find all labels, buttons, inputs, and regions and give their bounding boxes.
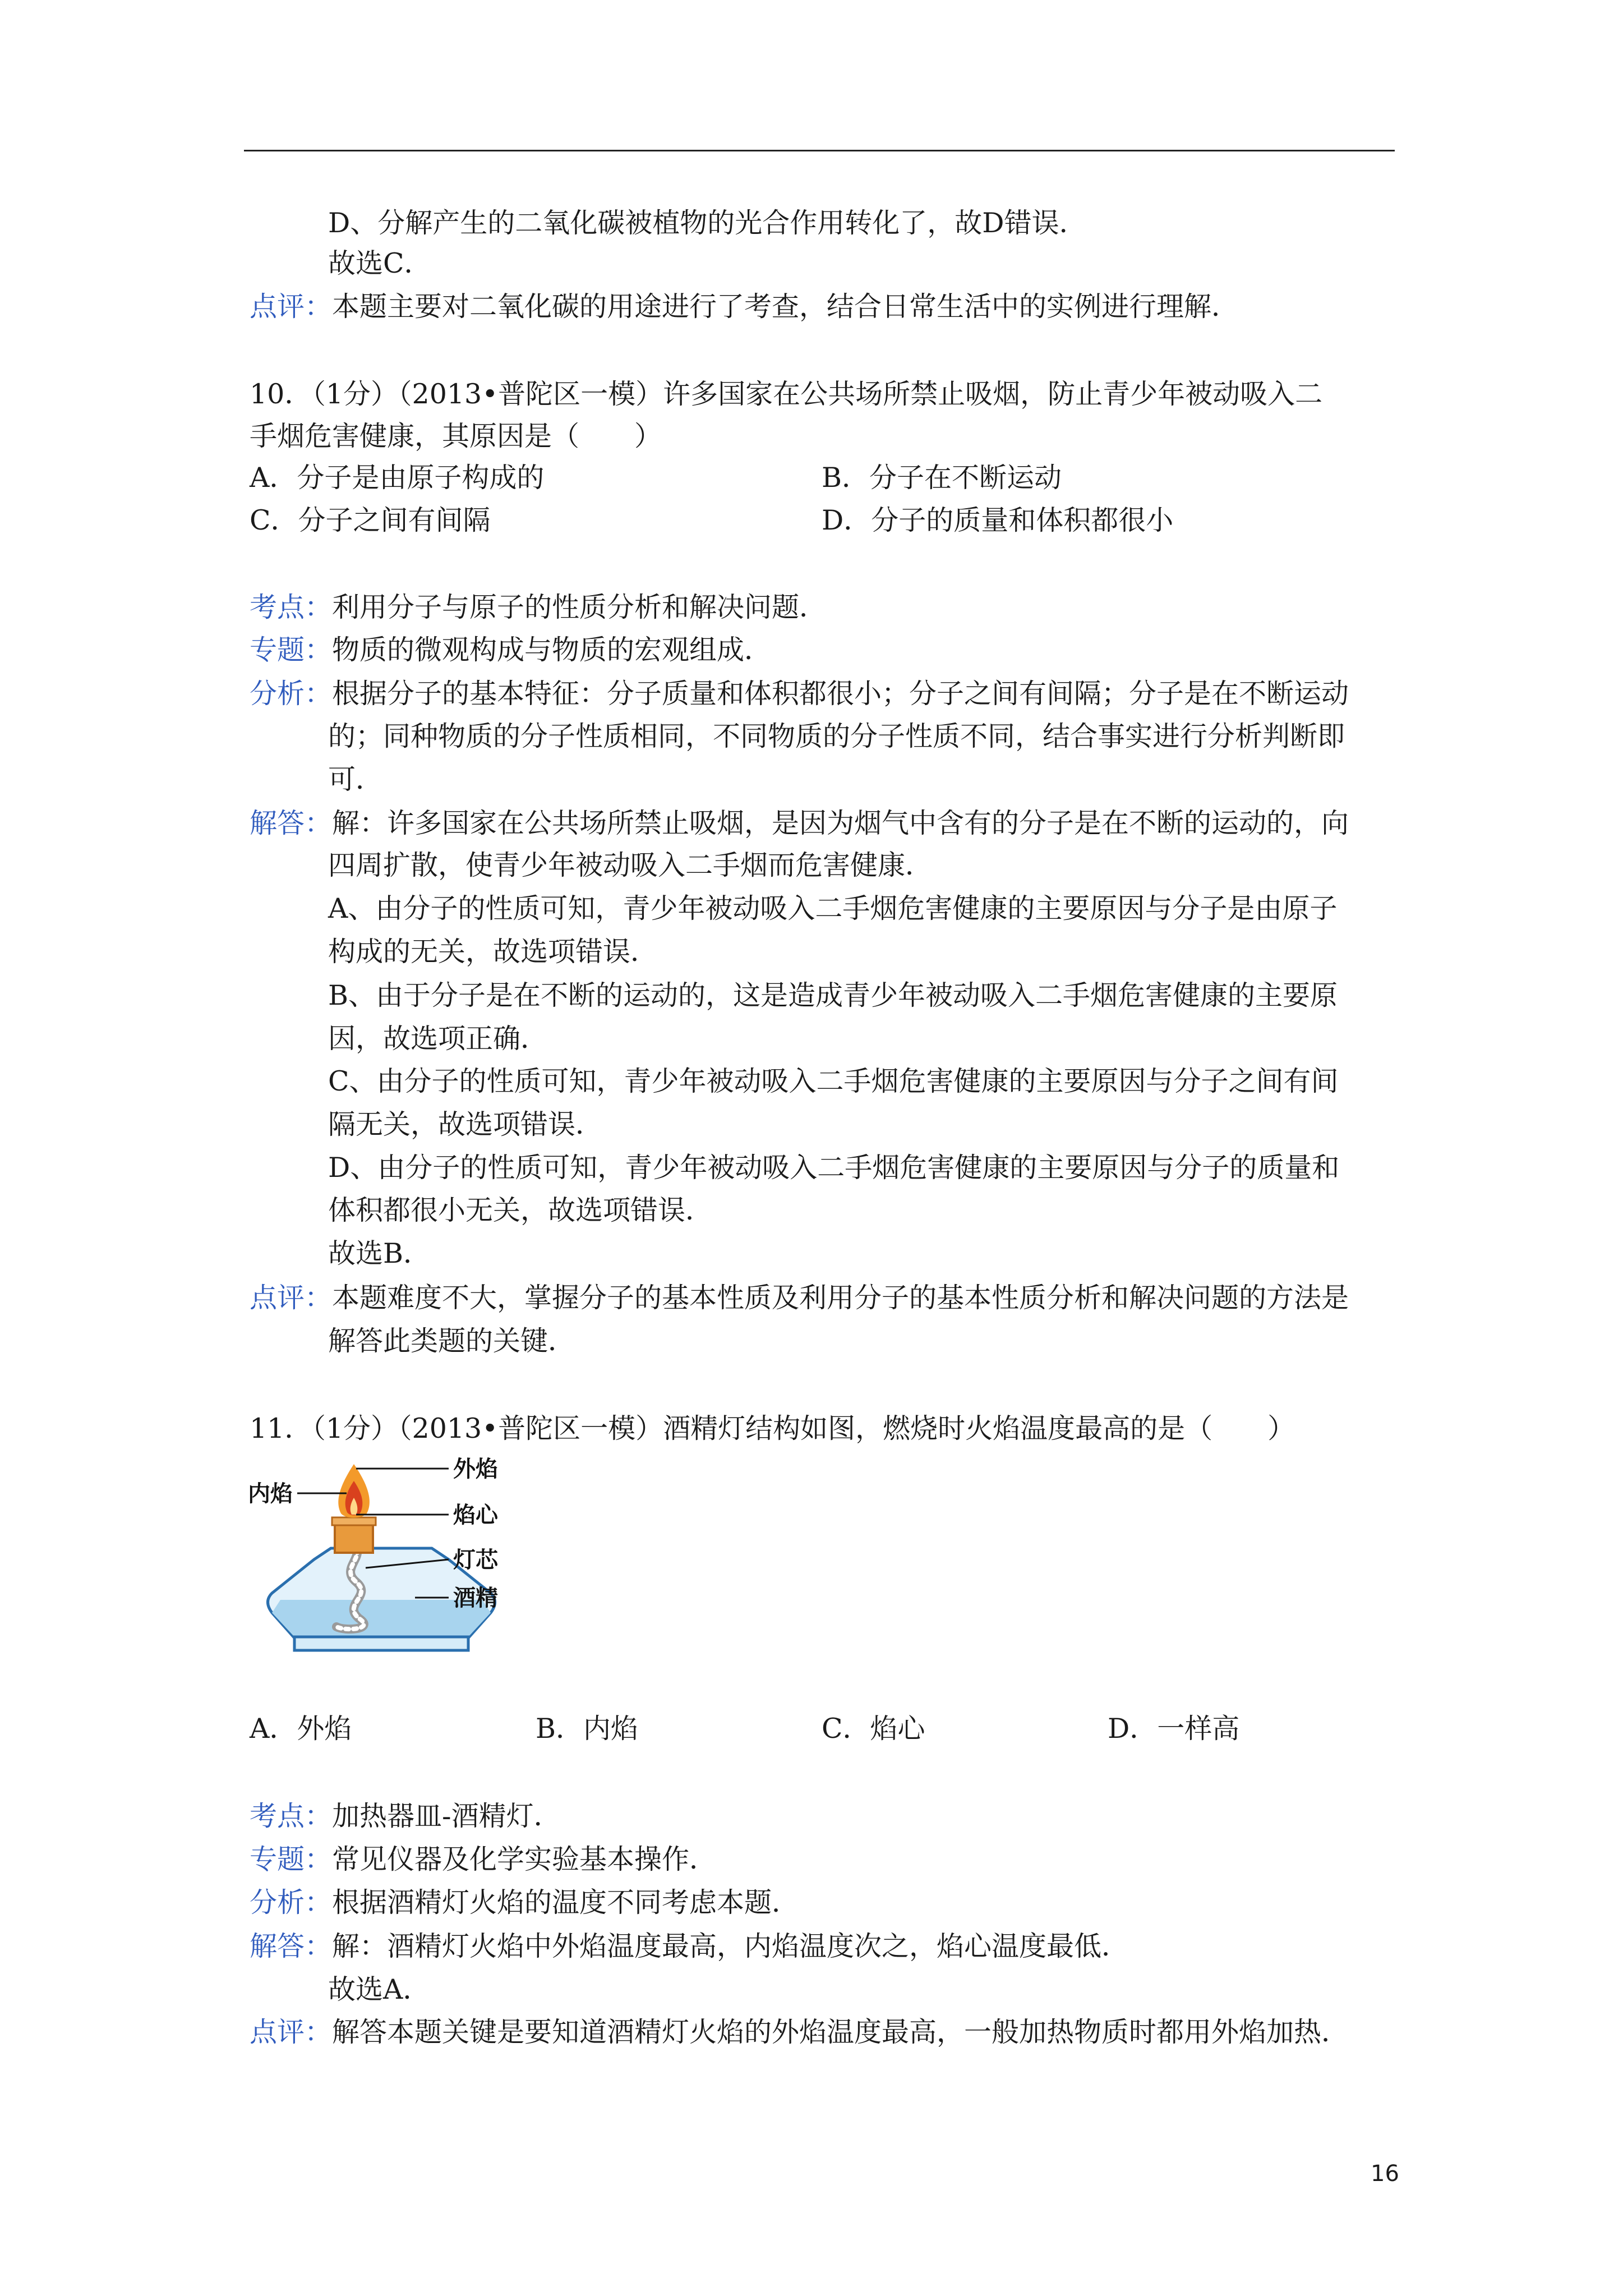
q10-jieda-line: 故选B． [328, 1237, 431, 1269]
q10-fenxi-line: 可． [328, 763, 384, 795]
q10-zhuanti-row [250, 636, 772, 664]
jieda-label: 解答： [250, 807, 333, 839]
kaodian-text: 利用分子与原子的性质分析和解决问题． [332, 591, 827, 623]
q10-jieda-line: C、由分子的性质可知，青少年被动吸入二手烟危害健康的主要原因与分子之间有间 [328, 1065, 1339, 1097]
zhuanti-label: 专题： [250, 1843, 333, 1875]
q10-jieda-line: 因，故选项正确． [328, 1023, 548, 1055]
fenxi-label: 分析： [250, 1887, 333, 1918]
q11-option-b: B．内焰 [536, 1713, 639, 1745]
fenxi-label: 分析： [250, 678, 333, 710]
label-outer-flame: 外焰 [453, 1456, 498, 1482]
zhuanti-text: 常见仪器及化学实验基本操作． [332, 1843, 717, 1875]
q10-jieda-line: 隔无关，故选项错误． [328, 1108, 603, 1140]
q10-stem-line2: 手烟危害健康，其原因是（ ） [250, 420, 662, 452]
jieda-label: 解答： [250, 1930, 333, 1962]
dianping-label: 点评： [250, 2016, 333, 2048]
prev-option-d-analysis: D、分解产生的二氧化碳被植物的光合作用转化了，故D错误． [328, 207, 1087, 239]
q10-fenxi-line: 的；同种物质的分子性质相同，不同物质的分子性质不同，结合事实进行分析判断即 [328, 720, 1345, 752]
label-inner-flame: 内焰 [248, 1481, 293, 1507]
q11-option-a: A．外焰 [250, 1713, 352, 1745]
q11-fenxi-row [250, 1889, 799, 1916]
q10-option-a: A．分子是由原子构成的 [250, 462, 545, 494]
jieda-line: 解：许多国家在公共场所禁止吸烟，是因为烟气中含有的分子是在不断的运动的，向 [332, 807, 1349, 839]
q10-jieda-line: 四周扩散，使青少年被动吸入二手烟而危害健康． [328, 849, 933, 881]
label-wick: 灯芯 [453, 1547, 498, 1573]
q11-jieda-line: 故选A． [328, 1973, 431, 2005]
q11-option-c: C．焰心 [822, 1713, 925, 1745]
zhuanti-text: 物质的微观构成与物质的宏观组成． [332, 634, 772, 666]
q10-option-b: B．分子在不断运动 [822, 462, 1062, 494]
q10-dianping-line: 解答此类题的关键． [328, 1325, 576, 1357]
q10-jieda-line: A、由分子的性质可知，青少年被动吸入二手烟危害健康的主要原因与分子是由原子 [328, 892, 1338, 924]
q10-option-d: D．分子的质量和体积都很小 [822, 504, 1174, 536]
q10-stem-line1: 10．（1分）（2013•普陀区一模）许多国家在公共场所禁止吸烟，防止青少年被动吸入二 [250, 378, 1323, 410]
q10-option-c: C．分子之间有间隔 [250, 504, 491, 536]
q11-option-d: D．一样高 [1108, 1713, 1240, 1745]
kaodian-label: 考点： [250, 1800, 333, 1832]
q10-fenxi-row [250, 678, 1349, 710]
alcohol-lamp-figure [247, 1453, 538, 1694]
alcohol-lamp-diagram [247, 1453, 538, 1694]
q10-jieda-line: 体积都很小无关，故选项错误． [328, 1194, 713, 1226]
prev-comment-row [250, 291, 1239, 323]
comment-text: 本题主要对二氧化碳的用途进行了考查，结合日常生活中的实例进行理解． [332, 291, 1239, 323]
q11-kaodian-row [250, 1802, 561, 1830]
zhuanti-label: 专题： [250, 634, 333, 666]
dianping-text: 解答本题关键是要知道酒精灯火焰的外焰温度最高，一般加热物质时都用外焰加热． [332, 2016, 1349, 2048]
q10-kaodian-row [250, 593, 827, 621]
comment-label: 点评： [250, 291, 333, 323]
label-alcohol: 酒精 [453, 1585, 498, 1611]
q10-jieda-line: 构成的无关，故选项错误． [328, 936, 658, 968]
page-number: 16 [1371, 2161, 1399, 2187]
kaodian-label: 考点： [250, 591, 333, 623]
q11-stem: 11．（1分）（2013•普陀区一模）酒精灯结构如图，燃烧时火焰温度最高的是（ ） [250, 1412, 1295, 1444]
q10-jieda-line: B、由于分子是在不断的运动的，这是造成青少年被动吸入二手烟危害健康的主要原 [328, 979, 1338, 1011]
label-flame-core: 焰心 [453, 1502, 498, 1528]
q11-jieda-row [250, 1932, 1129, 1960]
q11-dianping-row [250, 2018, 1349, 2046]
q10-jieda-row [250, 809, 1349, 837]
fenxi-line: 根据分子的基本特征：分子质量和体积都很小；分子之间有间隔；分子是在不断运动 [332, 678, 1349, 710]
jieda-line: 解：酒精灯火焰中外焰温度最高，内焰温度次之，焰心温度最低． [332, 1930, 1129, 1962]
prev-answer: 故选C． [328, 247, 432, 279]
header-rule [244, 150, 1395, 151]
kaodian-text: 加热器皿-酒精灯． [332, 1800, 561, 1832]
q10-dianping-row [250, 1284, 1349, 1312]
q11-zhuanti-row [250, 1843, 717, 1875]
fenxi-text: 根据酒精灯火焰的温度不同考虑本题． [332, 1887, 800, 1918]
lamp-base [294, 1637, 468, 1650]
dianping-label: 点评： [250, 1282, 333, 1314]
dianping-line: 本题难度不大，掌握分子的基本性质及利用分子的基本性质分析和解决问题的方法是 [332, 1282, 1349, 1314]
q10-jieda-line: D、由分子的性质可知，青少年被动吸入二手烟危害健康的主要原因与分子的质量和 [328, 1152, 1340, 1184]
